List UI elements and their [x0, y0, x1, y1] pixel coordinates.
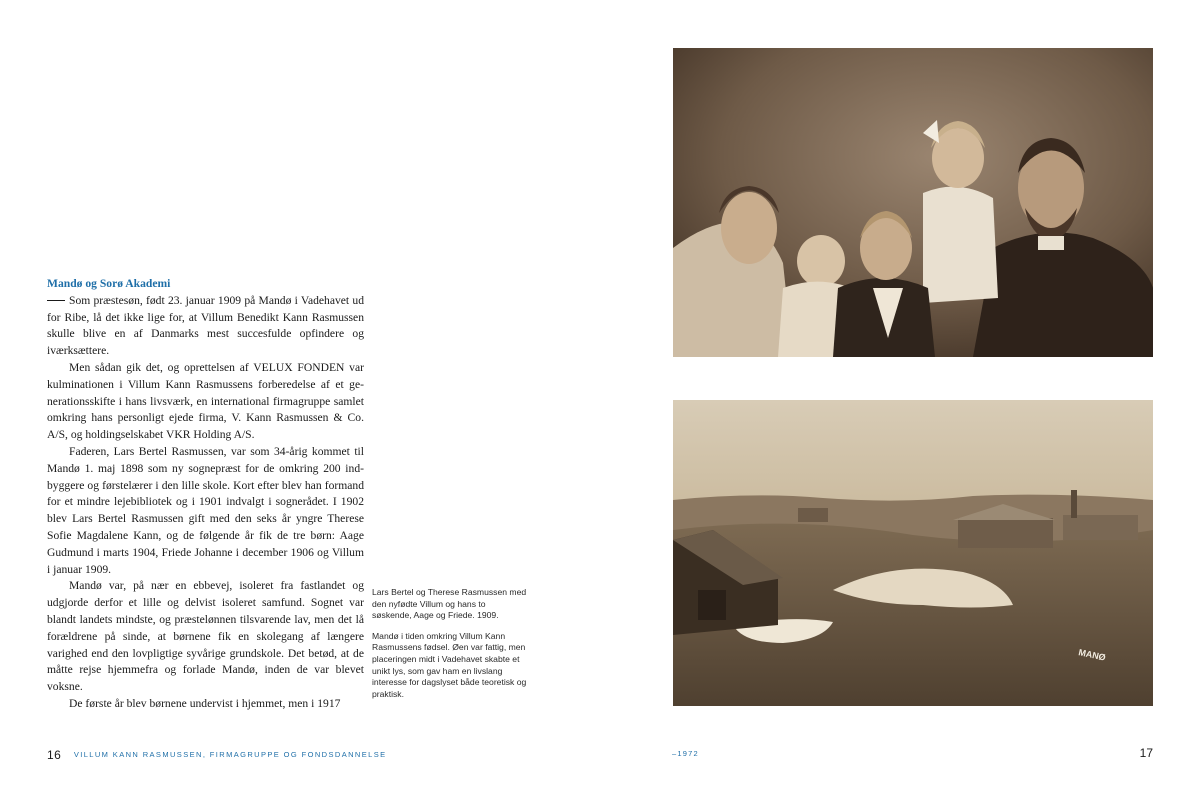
footer-left: [47, 746, 387, 764]
landscape-inscription: MANØ: [1077, 647, 1107, 663]
caption-family-photo: Lars Bertel og Therese Rasmussen med den nyfødte Villum og hans to søskende, Aage og Friede. 1909.: [372, 587, 527, 621]
paragraph-3: Faderen, Lars Bertel Rasmussen, var som 34-årig kommet til Mandø 1. maj 1898 som ny sognepræst for de omkring 200 indbyggere og førstelærer i den lille skole. Kort efter blev han formand for et mindre lejebibliotek og i 1901 indvalgt i sognerådet. I 1902 blev Lars Bertel Rasmussen gift med den seks år yngre Therese Sofie Magdalene Kann, og de følgende år fik de tre børn: Aage Gudmund i marts 1904, Friede Johanne i december 1906 og Villum i januar 1909.: [47, 444, 364, 576]
section-heading: Mandø og Sorø Akademi: [47, 277, 171, 290]
family-portrait-photo: [673, 48, 1153, 357]
page-number-left: 16: [47, 748, 62, 762]
paragraph-1: Som præstesøn, født 23. januar 1909 på Mandø i Vadehavet ud for Ribe, lå det ikke lige for, at Villum Benedikt Kann Rasmussen skulle blive en af Danmarks mest succesfulde opfindere og iværksættere.: [47, 293, 364, 358]
page-number-right: 17: [1139, 746, 1153, 760]
paragraph-2: Men sådan gik det, og oprettelsen af VELUX FONDEN var kulminationen i Villum Kann Rasmussens forberedelse af et generationsskifte i hans livsværk, en international firmagruppe samlet omkring hans personligt ejede firma, V. Kann Rasmussen & Co. A/S, og holdingselskabet VKR Holding A/S.: [47, 360, 364, 442]
body-text: [47, 276, 364, 713]
paragraph-4: Mandø var, på nær en ebbevej, isoleret fra fastlandet og udgjorde derfor et lille og delvist isoleret samfund. Sognet var blandt landets mindste, og præstelønnen tilsvarende lav, men det lå forældrene på sinde, at børnene fik en skolegang af længere varighed end den lovpligtige syvårige grundskole. Det betød, at de måtte rejse hjemmefra og forlade Mandø, inden de var blevet voksne.: [47, 579, 364, 694]
footer-year-range: –1972: [672, 749, 699, 758]
caption-landscape-photo: Mandø i tiden omkring Villum Kann Rasmussens fødsel. Øen var fattig, men placeringen midt i Vadehavet skabte et unikt lys, som gav ham en livslang interesse for dagslyset både teoretisk og praktisk.: [372, 630, 527, 699]
photo-captions: [372, 587, 527, 709]
paragraph-5: De første år blev børnene undervist i hjemmet, men i 1917: [69, 696, 341, 710]
em-dash-rule: [47, 300, 65, 301]
running-head: VILLUM KANN RASMUSSEN, FIRMAGRUPPE OG FONDSDANNELSE: [73, 750, 387, 759]
mando-landscape-photo: [673, 400, 1153, 706]
